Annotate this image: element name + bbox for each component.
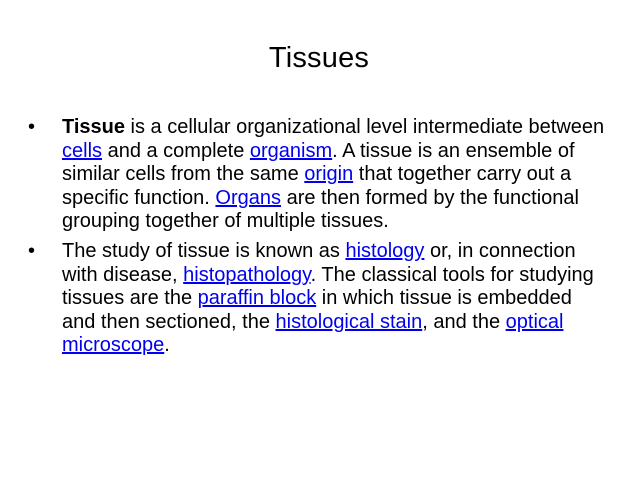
text-segment: .	[164, 334, 170, 357]
text-segment: in which tissue is embedded and then sectioned, the	[62, 287, 572, 333]
slide-title: Tissues	[268, 42, 370, 74]
link-origin[interactable]: origin	[304, 163, 354, 186]
text-segment: . The classical tools for studying tissues are the	[62, 263, 594, 310]
text-segment: that together carry out a specific function.	[62, 163, 572, 209]
text-segment: and a complete	[102, 139, 250, 162]
link-histopathology[interactable]: histopathology	[183, 263, 311, 286]
bullet-text	[62, 116, 604, 232]
text-segment: The study of tissue is known as	[62, 239, 346, 262]
link-optical-microscope[interactable]: optical microscope	[62, 310, 564, 357]
text-segment: or, in connection with disease,	[62, 239, 576, 286]
text-segment: . A tissue is an ensemble of similar cells from the same	[62, 139, 575, 186]
bullet-item	[28, 116, 608, 234]
text-segment: is a cellular organizational level intermediate between	[125, 116, 605, 138]
link-histological-stain[interactable]: histological stain	[275, 310, 423, 333]
bullet-dot-icon: •	[28, 116, 36, 138]
text-segment: , and the	[422, 310, 506, 333]
term-tissue: Tissue	[62, 116, 125, 138]
bullet-dot-icon: •	[28, 239, 36, 262]
bullet-text	[62, 240, 594, 356]
link-histology[interactable]: histology	[345, 239, 425, 262]
link-organism[interactable]: organism	[249, 139, 333, 162]
link-cells[interactable]: cells	[62, 139, 103, 162]
link-organs[interactable]: Organs	[215, 186, 282, 209]
bullet-item	[28, 240, 608, 358]
bullet-list	[28, 116, 608, 358]
link-paraffin-block[interactable]: paraffin block	[197, 287, 317, 310]
text-segment: are then formed by the functional grouping together of multiple tissues.	[62, 186, 579, 233]
